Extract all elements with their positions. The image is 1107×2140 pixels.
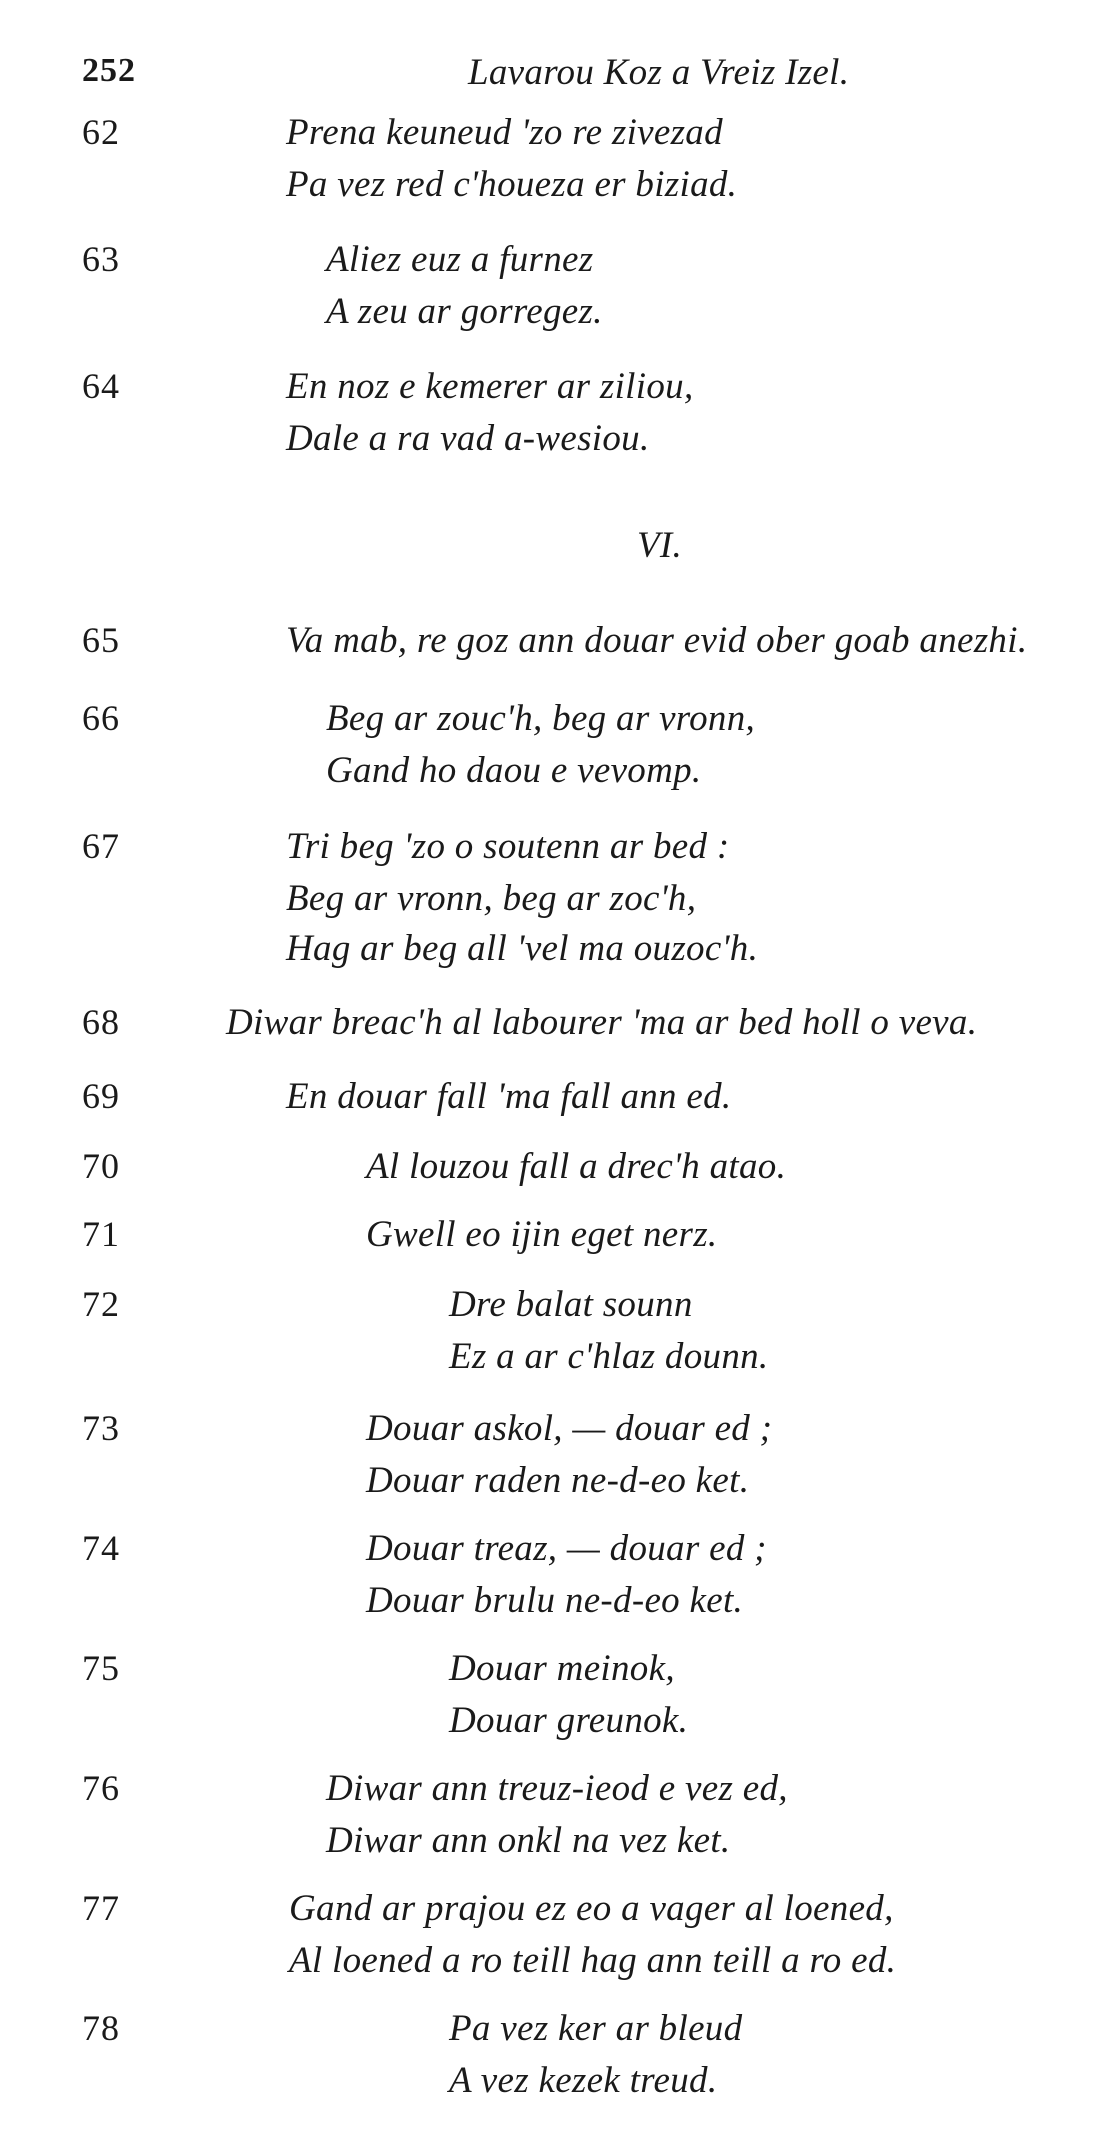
proverb-line: Gand ar prajou ez eo a vager al loened, [289,1888,894,1929]
proverb-line: Beg ar zouc'h, beg ar vronn, [326,698,756,739]
proverb-number: 65 [82,620,120,660]
proverb-number: 70 [82,1146,120,1186]
proverb-number: 72 [82,1284,120,1324]
proverb-line: Hag ar beg all 'vel ma ouzoc'h. [286,928,759,969]
proverb-line: Al louzou fall a drec'h atao. [366,1146,787,1187]
proverb-line: Prena keuneud 'zo re zivezad [286,112,723,153]
proverb-line: Douar brulu ne-d-eo ket. [366,1580,744,1621]
proverb-line: Douar greunok. [449,1700,689,1741]
proverb-line: A zeu ar gorregez. [326,291,603,332]
proverb-number: 76 [82,1768,120,1808]
proverb-line: Gwell eo ijin eget nerz. [366,1214,718,1255]
proverb-number: 62 [82,112,120,152]
proverb-number: 63 [82,239,120,279]
proverb-line: Dre balat sounn [449,1284,693,1325]
proverb-number: 67 [82,826,120,866]
proverb-line: Gand ho daou e vevomp. [326,750,702,791]
proverb-line: Dale a ra vad a-wesiou. [286,418,650,459]
page-number: 252 [82,52,136,89]
proverb-line: En noz e kemerer ar ziliou, [286,366,694,407]
proverb-line: Douar raden ne-d-eo ket. [366,1460,750,1501]
proverb-line: Tri beg 'zo o soutenn ar bed : [286,826,730,867]
proverb-number: 74 [82,1528,120,1568]
proverb-line: Diwar breac'h al labourer 'ma ar bed holl o veva. [226,1002,978,1043]
proverb-line: Beg ar vronn, beg ar zoc'h, [286,878,697,919]
proverb-number: 66 [82,698,120,738]
proverb-number: 69 [82,1076,120,1116]
proverb-line: Pa vez ker ar bleud [449,2008,743,2049]
proverb-number: 77 [82,1888,120,1928]
proverb-line: Diwar ann treuz-ieod e vez ed, [326,1768,788,1809]
proverb-line: A vez kezek treud. [449,2060,718,2101]
proverb-line: Diwar ann onkl na vez ket. [326,1820,731,1861]
proverb-line: Douar treaz, — douar ed ; [366,1528,767,1569]
proverb-number: 78 [82,2008,120,2048]
proverb-line: Al loened a ro teill hag ann teill a ro ed. [289,1940,897,1981]
proverb-number: 73 [82,1408,120,1448]
proverb-number: 68 [82,1002,120,1042]
proverb-number: 75 [82,1648,120,1688]
proverb-line: Aliez euz a furnez [326,239,594,280]
proverb-line: Va mab, re goz ann douar evid ober goab anezhi. [286,620,1028,661]
proverb-number: 64 [82,366,120,406]
section-heading: VI. [637,525,683,566]
proverb-number: 71 [82,1214,120,1254]
proverb-line: Pa vez red c'houeza er biziad. [286,164,738,205]
proverb-line: Douar askol, — douar ed ; [366,1408,773,1449]
proverb-line: En douar fall 'ma fall ann ed. [286,1076,732,1117]
proverb-line: Douar meinok, [449,1648,675,1689]
running-title: Lavarou Koz a Vreiz Izel. [468,52,850,93]
proverb-line: Ez a ar c'hlaz dounn. [449,1336,769,1377]
